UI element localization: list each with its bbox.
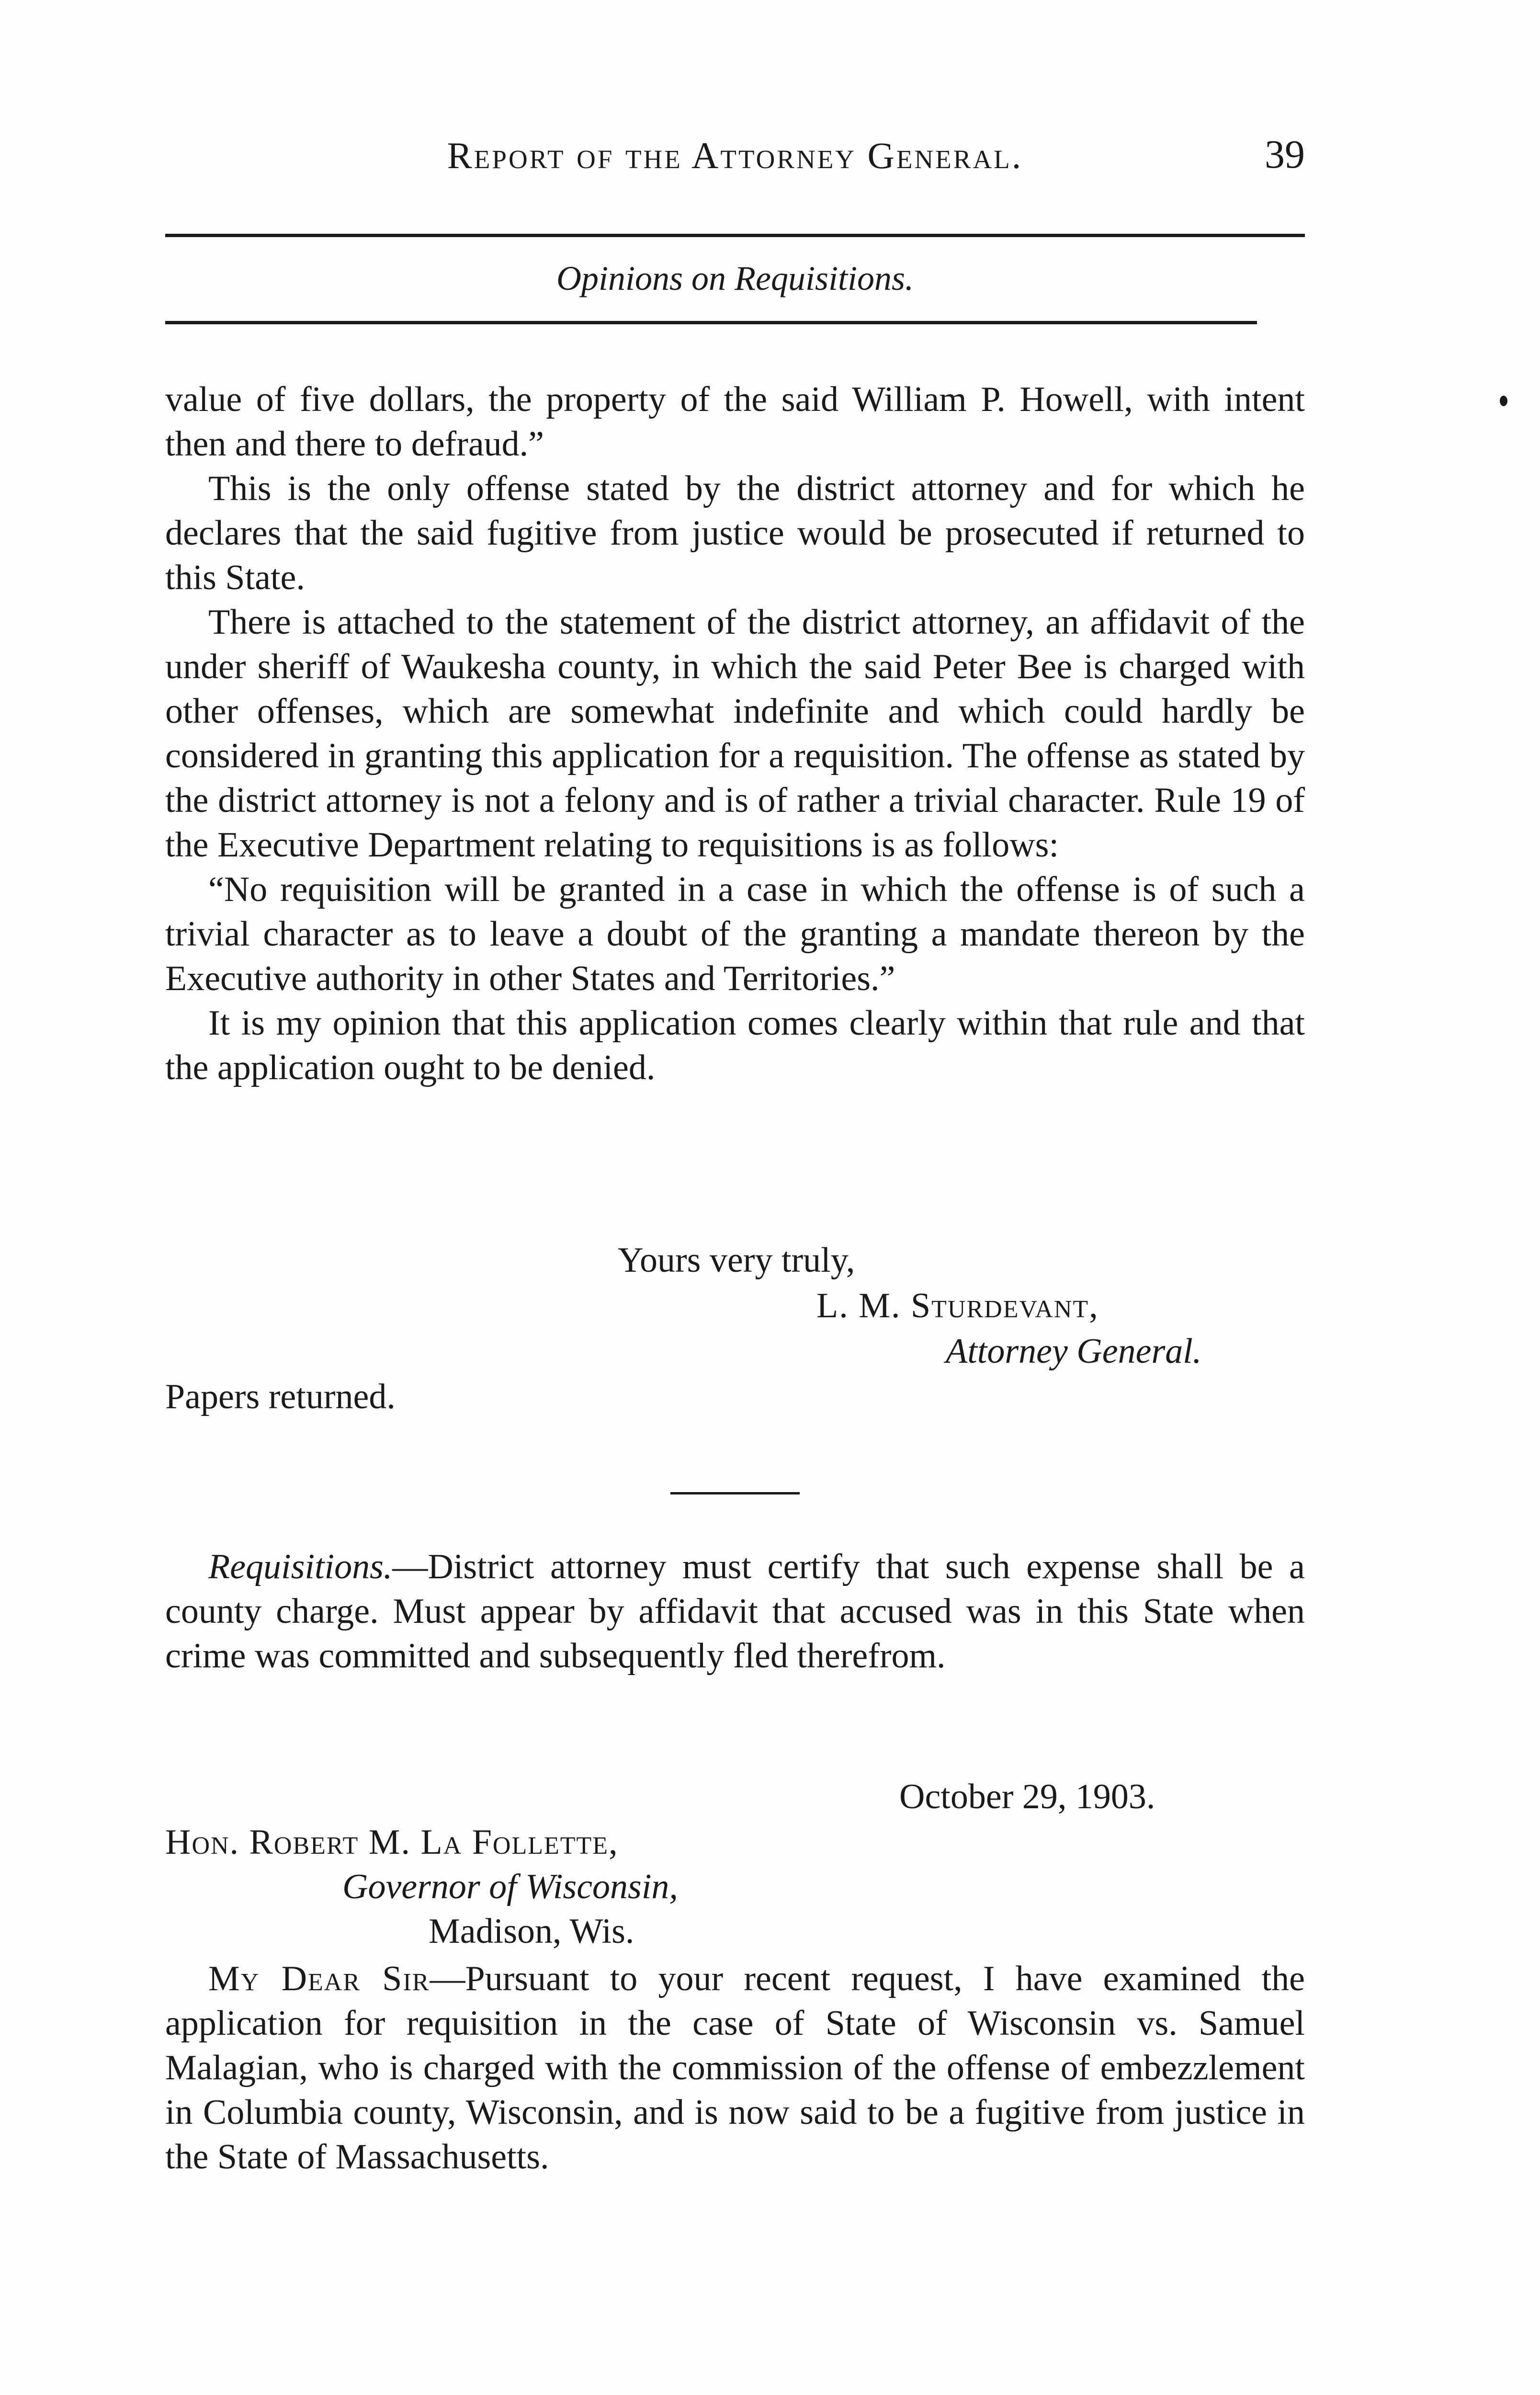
header-rule-bottom [165, 321, 1257, 324]
section-divider [670, 1492, 800, 1494]
headnote-text: —District attorney must certify that such expense shall be a county charge. Must appear by affidavit that accused was in this State when crime was committed and subsequently fled therefrom. [165, 1547, 1305, 1676]
headnote-lead: Requisitions. [208, 1547, 393, 1586]
page-number: 39 [1265, 132, 1305, 177]
running-head [165, 134, 1305, 187]
margin-mark [1500, 396, 1507, 406]
addressee-name: Hon. Robert M. La Follette, [165, 1823, 619, 1862]
opinion-paragraph-4: “No requisition will be granted in a case in which the offense is of such a trivial character as to leave a doubt of the granting a mandate thereon by the Executive authority in other States and Territories.” [165, 870, 1305, 998]
salutation: My Dear Sir [208, 1959, 430, 1998]
complimentary-close: Yours very truly, [618, 1241, 855, 1280]
signature-name: L. M. Sturdevant, [816, 1286, 1099, 1325]
papers-returned-note: Papers returned. [165, 1377, 396, 1416]
signature-title: Attorney General. [946, 1332, 1202, 1371]
header-rule-top [165, 234, 1305, 237]
letter-date: October 29, 1903. [899, 1777, 1155, 1816]
opinion-paragraph-5: It is my opinion that this application comes clearly within that rule and that the application ought to be denied. [165, 1004, 1305, 1087]
headnote [165, 1545, 1305, 1678]
section-title: Opinions on Requisitions. [556, 259, 914, 297]
opinion-body [165, 377, 1305, 1090]
opinion-paragraph-1: value of five dollars, the property of the said William P. Howell, with intent then and there to defraud.” [165, 380, 1305, 464]
addressee-title: Governor of Wisconsin, [342, 1867, 678, 1906]
opinion-paragraph-3: There is attached to the statement of the district attorney, an affidavit of the under sheriff of Waukesha county, in which the said Peter Bee is charged with other offenses, which are somewhat indefinite and which could hardly be considered in granting this application for a requisition. The offense as stated by the district attorney is not a felony and is of rather a trivial character. Rule 19 of the Executive Department relating to requisitions is as follows: [165, 603, 1305, 865]
letter-body-text: —Pursuant to your recent request, I have examined the application for requisition in the case of State of Wisconsin vs. Samuel Malagian, who is charged with the commission of the offense of embezzlement in Columbia county, Wisconsin, and is now said to be a fugitive from justice in the State of Massachusetts. [165, 1959, 1305, 2177]
letter-body [165, 1957, 1305, 2179]
running-title: Report of the Attorney General. [447, 135, 1023, 176]
addressee-place: Madison, Wis. [429, 1912, 634, 1951]
opinion-paragraph-2: This is the only offense stated by the district attorney and for which he declares that the said fugitive from justice would be prosecuted if returned to this State. [165, 469, 1305, 597]
